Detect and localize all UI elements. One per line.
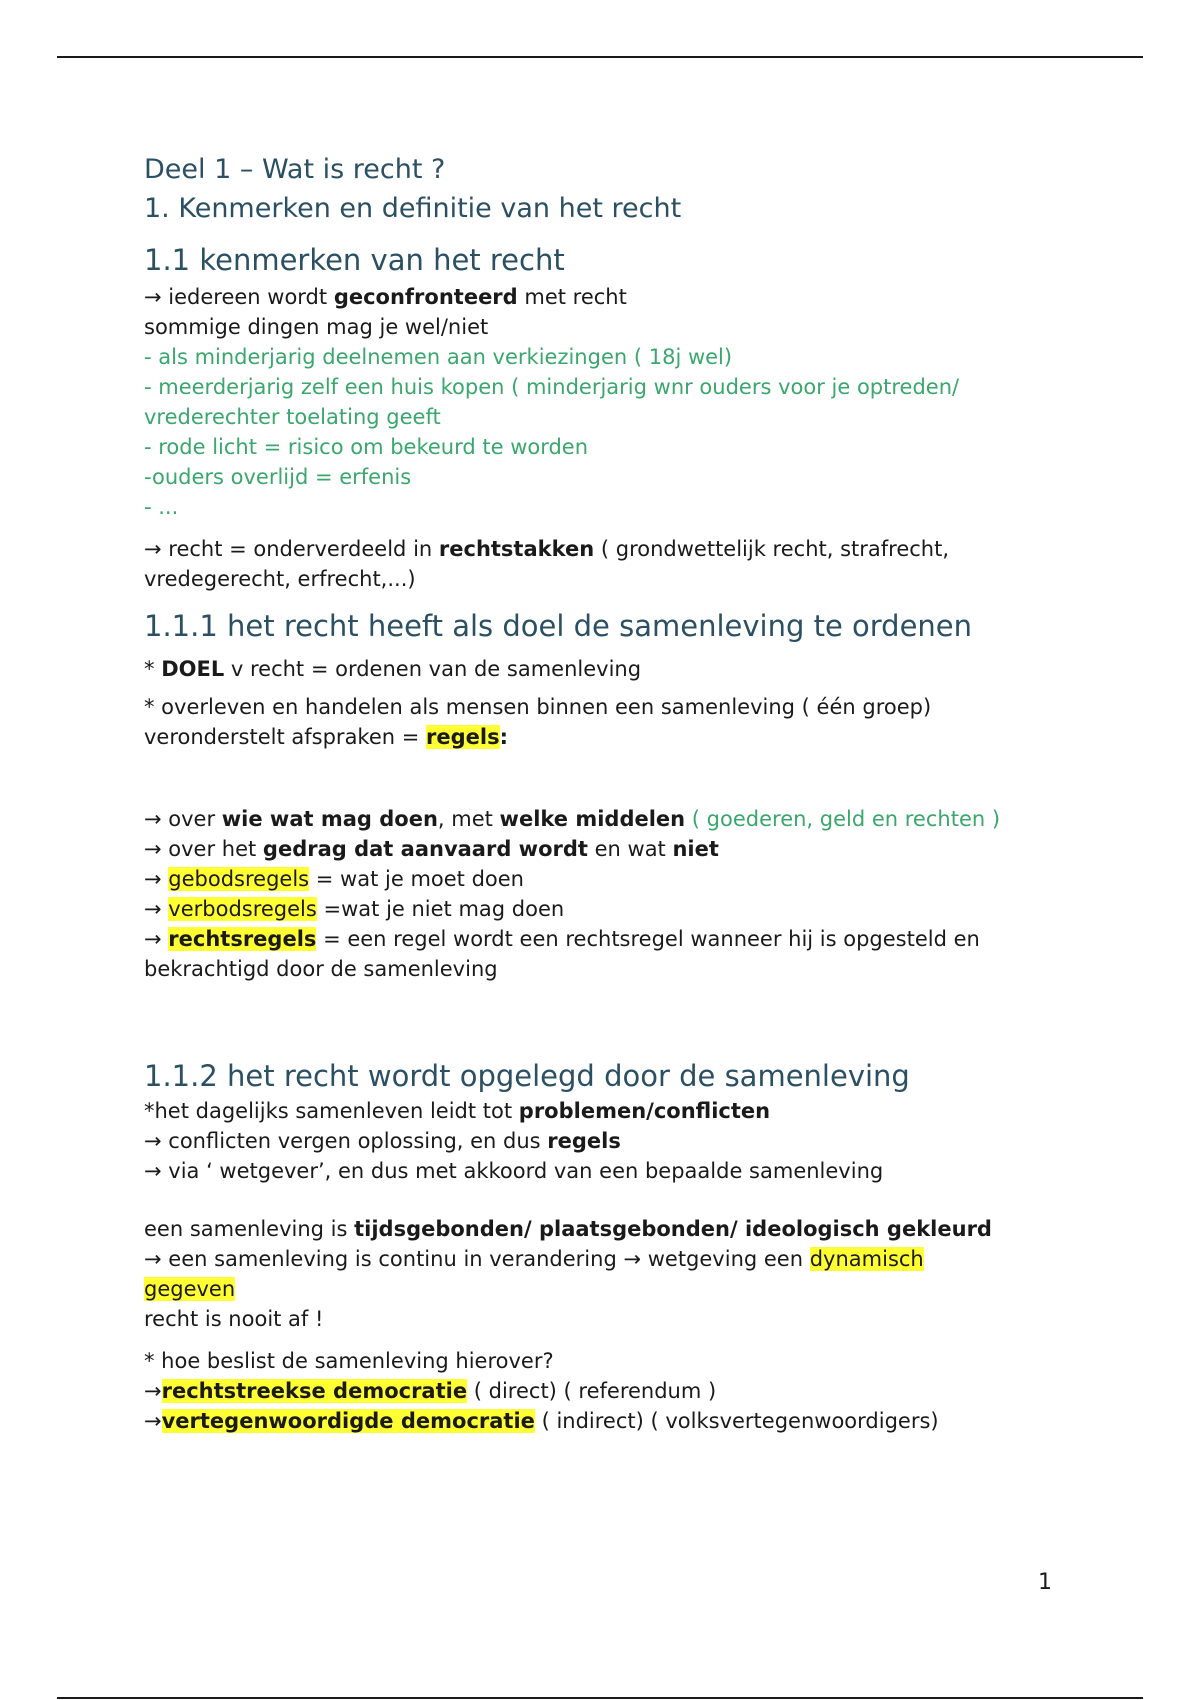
bold-term: geconfronteerd [333,285,518,309]
bold-term: regels [547,1129,621,1153]
text: → iedereen wordt [144,285,334,309]
highlighted-term: verbodsregels [168,897,317,921]
text: v recht = ordenen van de samenleving [224,657,642,681]
bold-term: problemen/conflicten [518,1099,771,1123]
example-line: - ... [144,495,179,519]
paragraph [144,1274,1084,1304]
paragraph: sommige dingen mag je wel/niet [144,315,489,339]
text: een samenleving is [144,1217,355,1241]
paragraph [144,804,1084,834]
paragraph [144,1376,1084,1406]
bold-term: welke middelen [499,807,686,831]
paragraph [144,534,1084,564]
bold-term: rechtstakken [438,537,595,561]
text: → [144,897,169,921]
paragraph [144,1214,1084,1244]
bold-term: gedrag dat aanvaard wordt [262,837,588,861]
highlighted-term: gebodsregels [168,867,310,891]
section-heading-1-1-1: 1.1.1 het recht heeft als doel de samenleving te ordenen [144,609,973,643]
text: = wat je moet doen [309,867,524,891]
paragraph [144,1126,1084,1156]
section-heading-1-1: 1.1 kenmerken van het recht [144,243,565,277]
text: → een samenleving is continu in verandering → wetgeving een [144,1247,810,1271]
paragraph [144,282,1084,312]
highlighted-term: rechtstreekse democratie [161,1379,468,1403]
text: → conflicten vergen oplossing, en dus [144,1129,548,1153]
text: = een regel wordt een rechtsregel wanneer hij is opgesteld en [316,927,980,951]
text: → [144,867,169,891]
paragraph: * overleven en handelen als mensen binnen een samenleving ( één groep) [144,695,932,719]
highlighted-term: vertegenwoordigde democratie [161,1409,535,1433]
text: veronderstelt afspraken = [144,725,427,749]
part-heading: Deel 1 – Wat is recht ? [144,154,446,185]
example-line: - rode licht = risico om bekeurd te worden [144,435,589,459]
paragraph [144,722,1084,752]
text: ( direct) ( referendum ) [467,1379,717,1403]
highlighted-term: rechtsregels [168,927,317,951]
paragraph [144,864,1084,894]
paragraph: recht is nooit af ! [144,1307,324,1331]
highlighted-term: dynamisch [809,1247,924,1271]
text: → [144,927,169,951]
highlighted-term: regels [426,725,500,749]
document-body [144,150,1084,1436]
text: =wat je niet mag doen [316,897,565,921]
bold-term: tijdsgebonden/ plaatsgebonden/ ideologisch gekleurd [354,1217,992,1241]
text: ( indirect) ( volksvertegenwoordigers) [534,1409,939,1433]
text: , met [437,807,500,831]
paragraph: vredegerecht, erfrecht,...) [144,567,416,591]
text: → [144,1409,162,1433]
paragraph [144,1244,1084,1274]
text: ( grondwettelijk recht, strafrecht, [594,537,950,561]
header-rule [57,56,1143,58]
text: → over [144,807,222,831]
paragraph [144,924,1084,954]
example-text: ( goederen, geld en rechten ) [685,807,1001,831]
text: → over het [144,837,263,861]
paragraph: bekrachtigd door de samenleving [144,957,498,981]
paragraph [144,1406,1084,1436]
text: → recht = onderverdeeld in [144,537,439,561]
example-line: - als minderjarig deelnemen aan verkiezingen ( 18j wel) [144,345,733,369]
text: *het dagelijks samenleven leidt tot [144,1099,519,1123]
text: en wat [587,837,673,861]
text: * [144,657,162,681]
paragraph [144,654,1084,684]
example-line: - meerderjarig zelf een huis kopen ( minderjarig wnr ouders voor je optreden/ [144,375,960,399]
paragraph: * hoe beslist de samenleving hierover? [144,1349,554,1373]
paragraph: → via ‘ wetgever’, en dus met akkoord van een bepaalde samenleving [144,1159,884,1183]
example-line: -ouders overlijd = erfenis [144,465,412,489]
example-line: vrederechter toelating geeft [144,405,441,429]
chapter-heading: 1. Kenmerken en definitie van het recht [144,193,682,224]
text: → [144,1379,162,1403]
highlighted-term: gegeven [144,1277,236,1301]
page-number: 1 [1038,1570,1052,1595]
paragraph [144,894,1084,924]
bold-term: wie wat mag doen [221,807,438,831]
bold-term: DOEL [161,657,225,681]
bold-term: niet [672,837,719,861]
text: : [499,725,509,749]
footer-rule [57,1697,1143,1699]
paragraph [144,834,1084,864]
paragraph [144,1096,1084,1126]
text: met recht [517,285,627,309]
section-heading-1-1-2: 1.1.2 het recht wordt opgelegd door de samenleving [144,1059,910,1093]
